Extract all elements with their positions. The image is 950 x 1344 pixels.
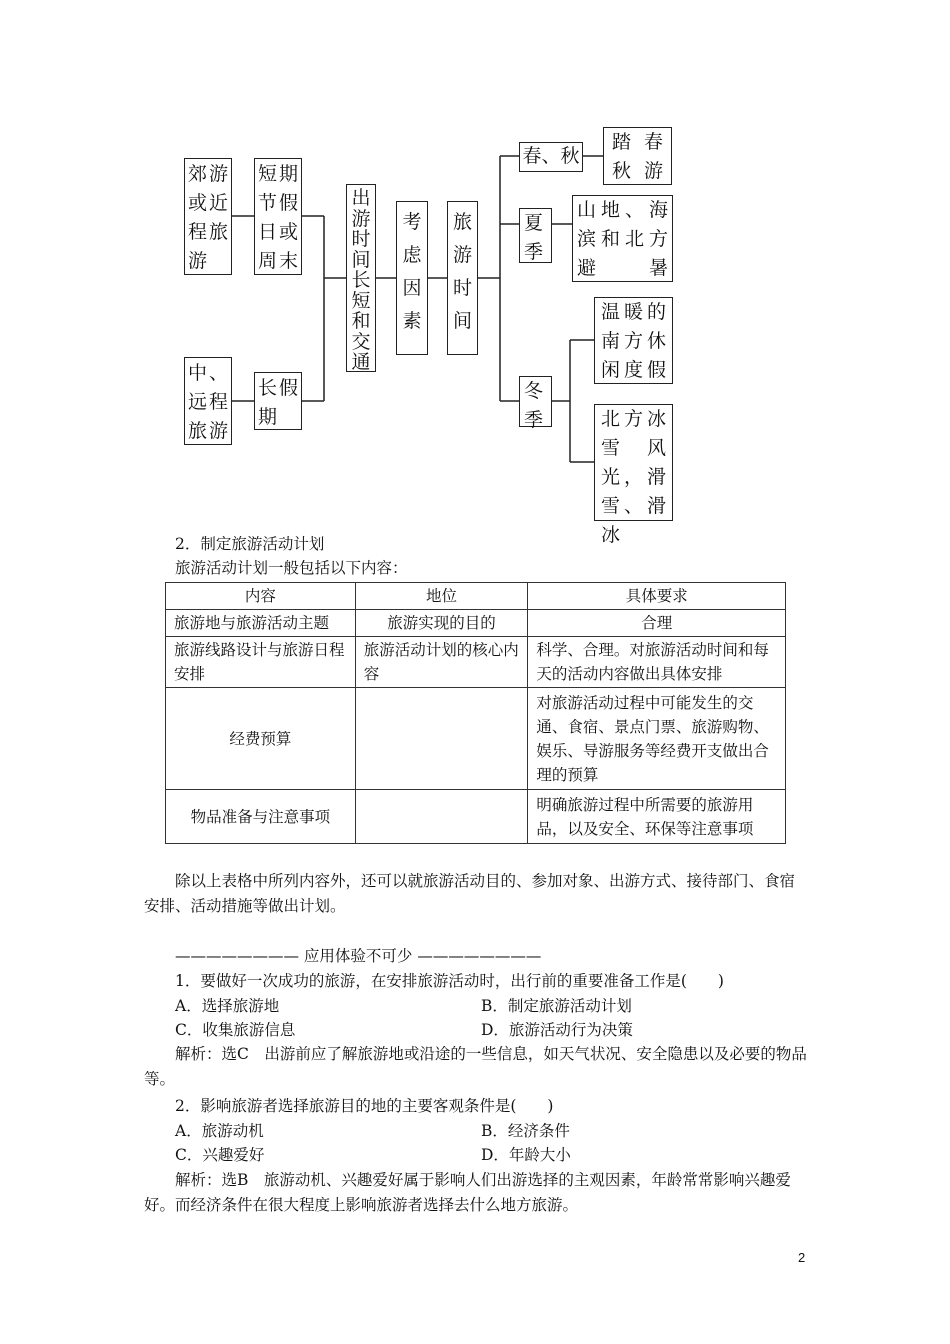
q1-stem: 1．要做好一次成功的旅游，在安排旅游活动时，出行前的重要准备工作是( ): [175, 972, 724, 990]
practice-banner: ———————— 应用体验不可少 ————————: [175, 947, 542, 965]
box-summer-trip: 山地、海滨和北方避暑: [572, 195, 673, 282]
q2-option-d: D．年龄大小: [481, 1146, 571, 1164]
box-suburb-trip: 郊游或近程旅游: [184, 158, 232, 275]
q2-option-c: C．兴趣爱好: [175, 1146, 265, 1164]
q2-analysis: 解析：选B 旅游动机、兴趣爱好属于影响人们出游选择的主观因素，年龄常常影响兴趣爱好。而经济条件在很大程度上影响旅游者选择去什么地方旅游。: [144, 1171, 791, 1214]
table-cell: 科学、合理。对旅游活动时间和每天的活动内容做出具体安排: [528, 637, 786, 688]
box-short-holiday: 短期节假日或周末: [254, 158, 302, 275]
box-spring-autumn-trip: 踏春秋游: [603, 127, 672, 185]
q1-option-c: C．收集旅游信息: [175, 1021, 296, 1039]
table-header-cell: 具体要求: [528, 583, 786, 610]
box-travel-time: 旅游时间: [447, 201, 478, 355]
after-table-paragraph: 除以上表格中所列内容外，还可以就旅游活动目的、参加对象、出游方式、接待部门、食宿安排、活动措施等做出计划。: [144, 872, 796, 915]
table-cell: 对旅游活动过程中可能发生的交通、食宿、景点门票、旅游购物、娱乐、导游服务等经费开支做出合理的预算: [528, 688, 786, 790]
page-number: 2: [798, 1250, 806, 1265]
table-cell: 旅游地与旅游活动主题: [166, 610, 356, 637]
box-mid-long-trip: 中、远程旅游: [184, 357, 232, 445]
table-header-cell: 内容: [166, 583, 356, 610]
section-intro: 旅游活动计划一般包括以下内容：: [175, 559, 408, 577]
table-cell: 物品准备与注意事项: [166, 790, 356, 844]
table-cell: [355, 790, 528, 844]
box-factors: 考虑因素: [396, 201, 428, 355]
table-cell: 旅游实现的目的: [355, 610, 528, 637]
table-row: [166, 790, 786, 844]
q1-option-a: A．选择旅游地: [175, 997, 280, 1015]
table-header-row: [166, 583, 786, 610]
table-cell: 旅游活动计划的核心内容: [355, 637, 528, 688]
q2-option-b: B．经济条件: [481, 1122, 570, 1140]
table-cell: [355, 688, 528, 790]
table-cell: 合理: [528, 610, 786, 637]
q2-option-a: A．旅游动机: [175, 1122, 264, 1140]
table-row: [166, 610, 786, 637]
q1-option-b: B．制定旅游活动计划: [481, 997, 632, 1015]
box-time-transport: 出游时间长短和交通: [346, 184, 376, 372]
box-winter: 冬季: [519, 376, 552, 427]
box-winter-south: 温暖的南方休闲度假: [594, 297, 673, 384]
q1-analysis: 解析：选C 出游前应了解旅游地或沿途的一些信息，如天气状况、安全隐患以及必要的物品等。: [144, 1045, 807, 1088]
table-row: [166, 688, 786, 790]
table-cell: 经费预算: [166, 688, 356, 790]
box-long-holiday: 长假期: [254, 372, 302, 430]
table-cell: 旅游线路设计与旅游日程安排: [166, 637, 356, 688]
q2-stem: 2．影响旅游者选择旅游目的地的主要客观条件是( ): [175, 1097, 554, 1115]
box-summer: 夏季: [519, 208, 552, 263]
section-heading: 2．制定旅游活动计划: [175, 535, 325, 553]
table-cell: 明确旅游过程中所需要的旅游用品，以及安全、环保等注意事项: [528, 790, 786, 844]
box-spring-autumn: 春、秋: [519, 142, 583, 172]
table-header-cell: 地位: [355, 583, 528, 610]
q1-option-d: D．旅游活动行为决策: [481, 1021, 633, 1039]
table-row: [166, 637, 786, 688]
plan-table: [165, 582, 786, 844]
box-winter-north: 北方冰雪风光，滑雪、滑冰: [594, 404, 673, 521]
